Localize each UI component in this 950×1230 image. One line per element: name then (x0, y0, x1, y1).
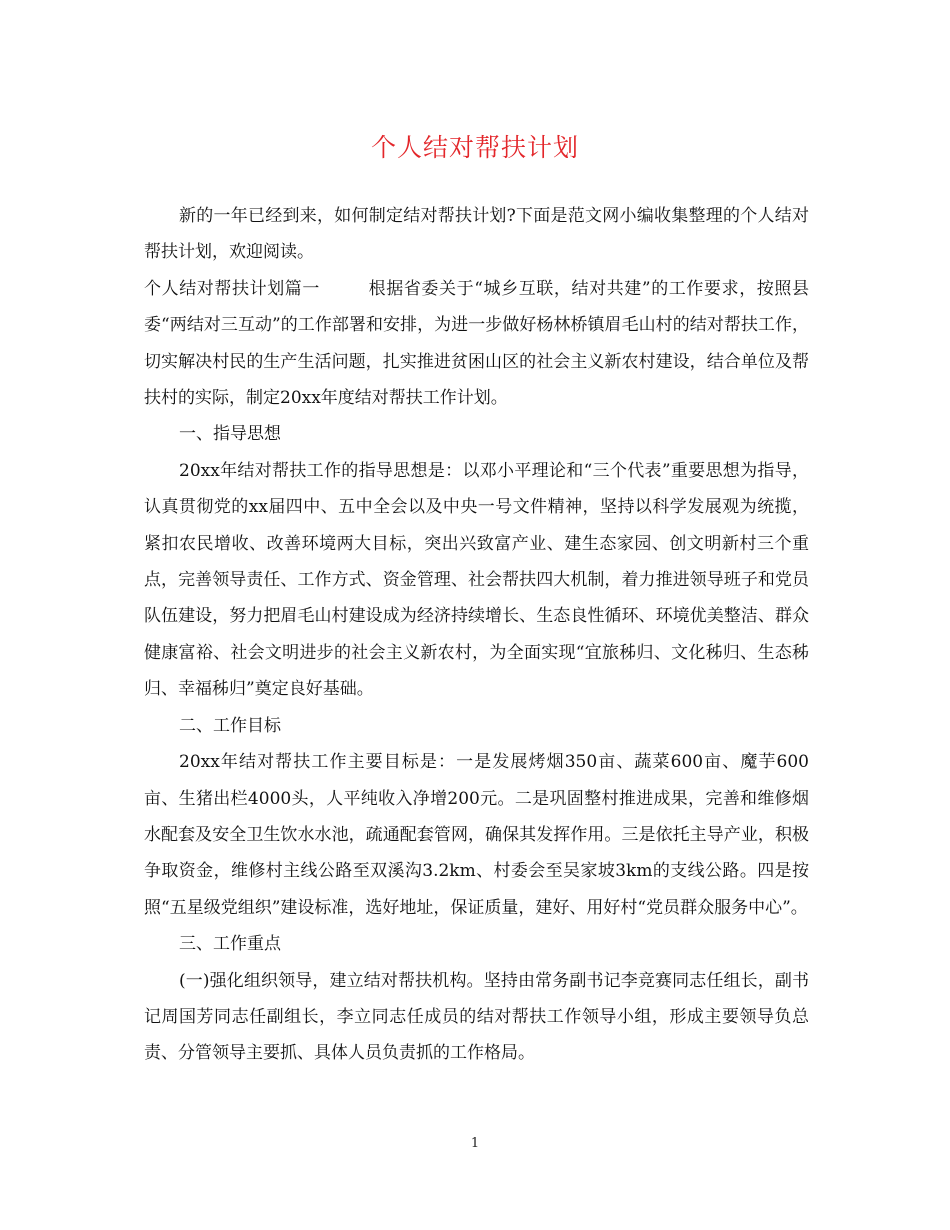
section-heading: 个人结对帮扶计划篇一 (144, 278, 321, 299)
opening-text: 根据省委关于“城乡互联，结对共建”的工作要求，按照县委“两结对三互动”的工作部署和安排，为进一步做好杨林桥镇眉毛山村的结对帮扶工作，切实解决村民的生产生活问题，扎实推进贫困山区的社会主义新农村建设，结合单位及帮扶村的实际，制定20xx年度结对帮扶工作计划。 (144, 278, 810, 409)
document-body (144, 198, 809, 1072)
paragraph-guiding-thought: 20xx年结对帮扶工作的指导思想是：以邓小平理论和“三个代表”重要思想为指导，认真贯彻党的xx届四中、五中全会以及中央一号文件精神，坚持以科学发展观为统揽，紧扣农民增收、改善环境两大目标，突出兴致富产业、建生态家园、创文明新村三个重点，完善领导责任、工作方式、资金管理、社会帮扶四大机制，着力推进领导班子和党员队伍建设，努力把眉毛山村建设成为经济持续增长、生态良性循环、环境优美整洁、群众健康富裕、社会文明进步的社会主义新农村，为全面实现“宜旅秭归、文化秭归、生态秭归、幸福秭归”奠定良好基础。 (144, 460, 809, 700)
heading-work-goals: 二、工作目标 (179, 715, 281, 736)
heading-work-focus: 三、工作重点 (179, 934, 281, 955)
page-number: 1 (470, 1136, 480, 1151)
document-title: 个人结对帮扶计划 (370, 133, 579, 162)
heading-guiding-thought: 一、指导思想 (179, 424, 281, 445)
opening-paragraph (144, 271, 809, 417)
intro-paragraph: 新的一年已经到来，如何制定结对帮扶计划?下面是范文网小编收集整理的个人结对帮扶计划，欢迎阅读。 (144, 206, 809, 263)
paragraph-work-goals: 20xx年结对帮扶工作主要目标是：一是发展烤烟350亩、蔬菜600亩、魔芋600亩、生猪出栏4000头，人平纯收入净增200元。二是巩固整村推进成果，完善和维修烟水配套及安全卫生饮水水池，疏通配套管网，确保其发挥作用。三是依托主导产业，积极争取资金，维修村主线公路至双溪沟3.2km、村委会至吴家坡3km的支线公路。四是按照“五星级党组织”建设标准，选好地址，保证质量，建好、用好村“党员群众服务中心”。 (144, 752, 809, 918)
paragraph-work-focus: (一)强化组织领导，建立结对帮扶机构。坚持由常务副书记李竞赛同志任组长，副书记周国芳同志任副组长，李立同志任成员的结对帮扶工作领导小组，形成主要领导负总责、分管领导主要抓、具体人员负责抓的工作格局。 (144, 970, 809, 1064)
